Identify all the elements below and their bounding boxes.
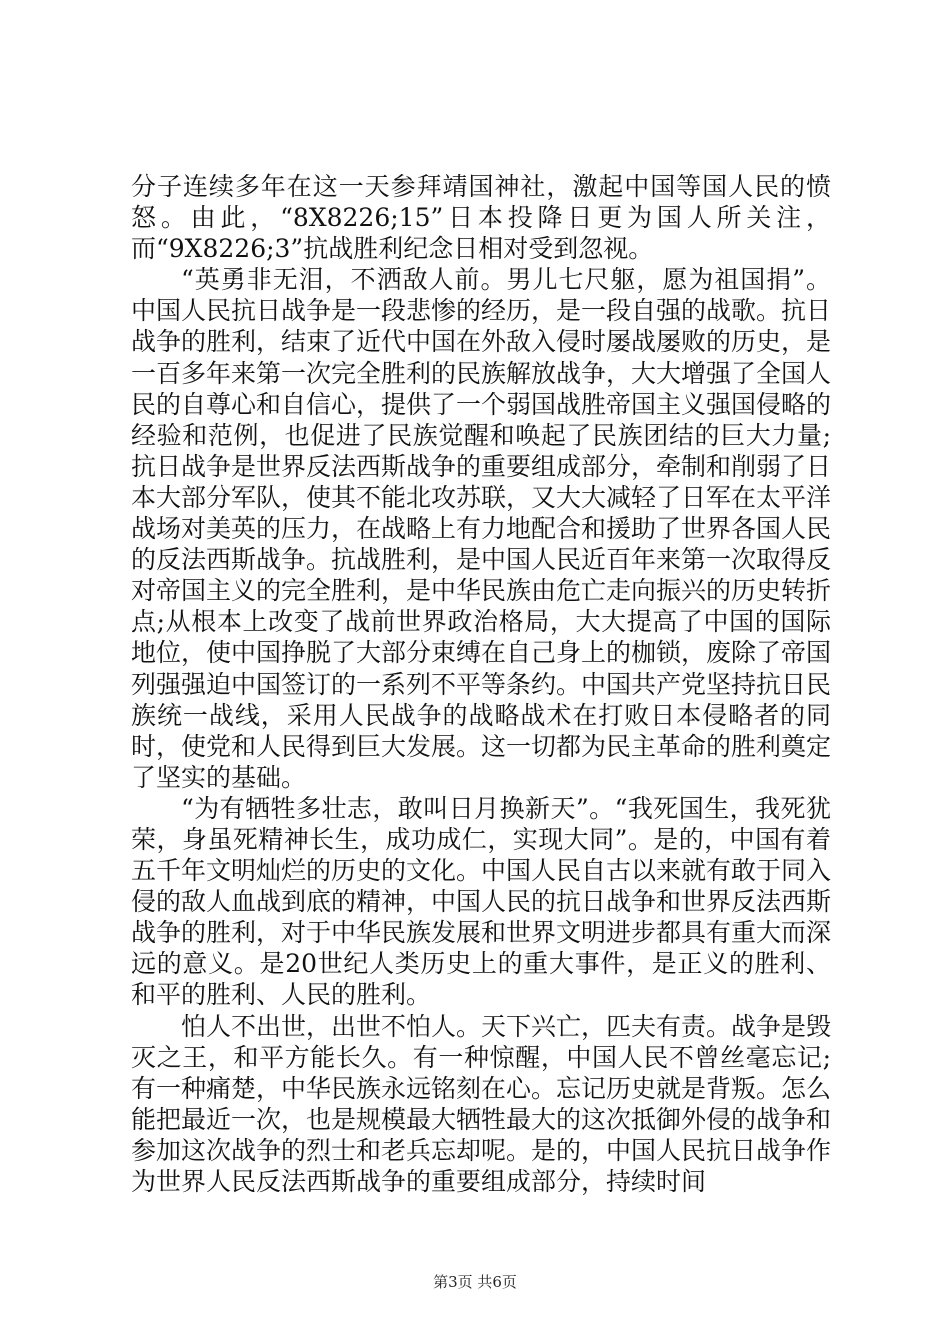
body-text xyxy=(131,171,831,1197)
paragraph-1: 分子连续多年在这一天参拜靖国神社，激起中国等国人民的愤怒。由此，“8X8226;15”日本投降日更为国人所关注，而“9X8226;3”抗战胜利纪念日相对受到忽视。 xyxy=(131,172,831,264)
page-footer xyxy=(0,1271,950,1292)
paragraph-2: “英勇非无泪，不洒敌人前。男儿七尺躯，愿为祖国捐”。中国人民抗日战争是一段悲惨的经历，是一段自强的战歌。抗日战争的胜利，结束了近代中国在外敌入侵时屡战屡败的历史，是一百多年来第一次完全胜利的民族解放战争，大大增强了全国人民的自尊心和自信心，提供了一个弱国战胜帝国主义强国侵略的经验和范例，也促进了民族觉醒和唤起了民族团结的巨大力量;抗日战争是世界反法西斯战争的重要组成部分，牵制和削弱了日本大部分军队，使其不能北攻苏联，又大大减轻了日军在太平洋战场对美英的压力，在战略上有力地配合和援助了世界各国人民的反法西斯战争。抗战胜利，是中国人民近百年来第一次取得反对帝国主义的完全胜利，是中华民族由危亡走向振兴的历史转折点;从根本上改变了战前世界政治格局，大大提高了中国的国际地位，使中国挣脱了大部分束缚在自己身上的枷锁，废除了帝国列强强迫中国签订的一系列不平等条约。中国共产党坚持抗日民族统一战线，采用人民战争的战略战术在打败日本侵略者的同时，使党和人民得到巨大发展。这一切都为民主革命的胜利奠定了坚实的基础。 xyxy=(131,265,832,792)
page-number: 第3页 共6页 xyxy=(433,1273,517,1291)
paragraph-3: “为有牺牲多壮志，敢叫日月换新天”。“我死国生，我死犹荣，身虽死精神长生，成功成仁，实现大同”。是的，中国有着五千年文明灿烂的历史的文化。中国人民自古以来就有敢于同入侵的敌人血战到底的精神，中国人民的抗日战争和世界反法西斯战争的胜利，对于中华民族发展和世界文明进步都具有重大而深远的意义。是20世纪人类历史上的重大事件，是正义的胜利、和平的胜利、人民的胜利。 xyxy=(131,793,832,1010)
paragraph-4: 怕人不出世，出世不怕人。天下兴亡，匹夫有责。战争是毁灭之王，和平方能长久。有一种惊醒，中国人民不曾丝毫忘记;有一种痛楚，中华民族永远铭刻在心。忘记历史就是背叛。怎么能把最近一次，也是规模最大牺牲最大的这次抵御外侵的战争和参加这次战争的烈士和老兵忘却呢。是的，中国人民抗日战争作为世界人民反法西斯战争的重要组成部分，持续时间 xyxy=(131,1011,832,1196)
